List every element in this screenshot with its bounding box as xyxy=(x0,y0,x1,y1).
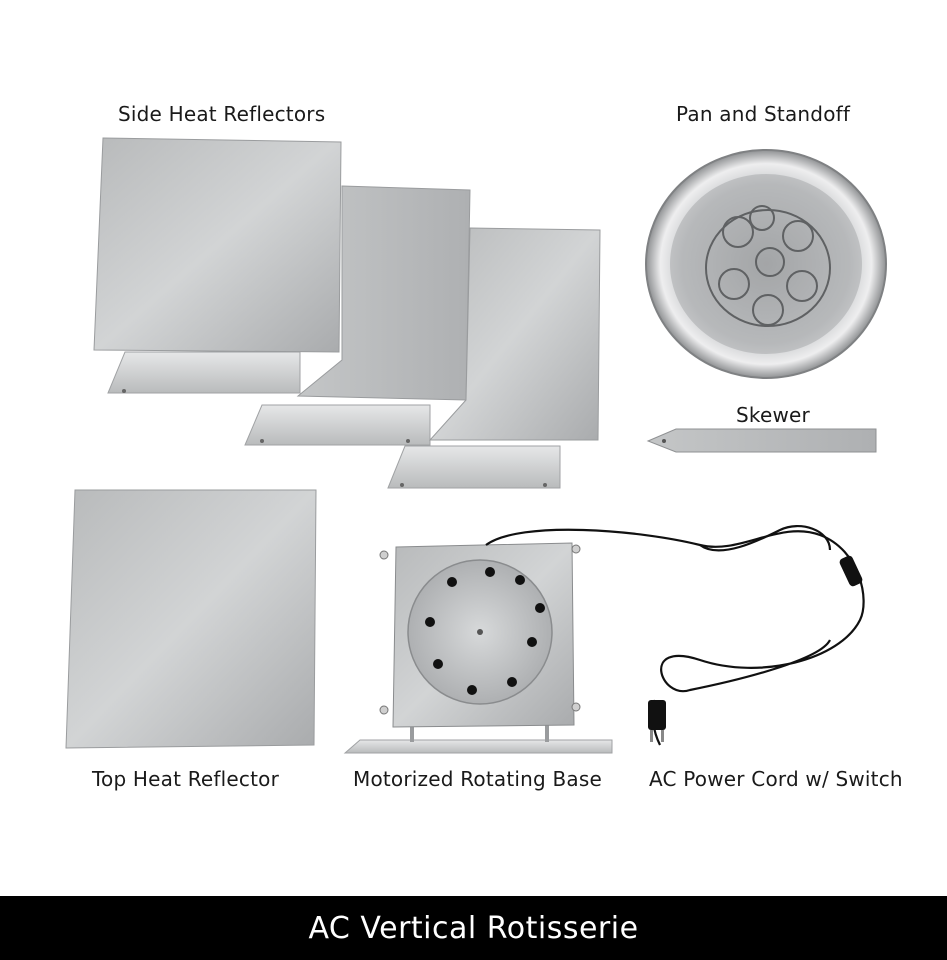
skewer xyxy=(648,429,876,452)
banner-title: AC Vertical Rotisserie xyxy=(308,910,639,946)
side-heat-reflector-1 xyxy=(94,138,341,393)
label-ac-power-cord: AC Power Cord w/ Switch xyxy=(649,767,903,791)
cord-switch xyxy=(838,554,863,587)
top-heat-reflector xyxy=(66,490,316,748)
label-skewer: Skewer xyxy=(736,403,810,427)
label-side-heat-reflectors: Side Heat Reflectors xyxy=(118,102,326,126)
label-pan-and-standoff: Pan and Standoff xyxy=(676,102,851,126)
motorized-rotating-base xyxy=(345,543,612,753)
label-motorized-rotating-base: Motorized Rotating Base xyxy=(353,767,602,791)
label-top-heat-reflector: Top Heat Reflector xyxy=(92,767,280,791)
pan-with-standoff xyxy=(646,150,886,378)
title-banner xyxy=(0,896,947,960)
